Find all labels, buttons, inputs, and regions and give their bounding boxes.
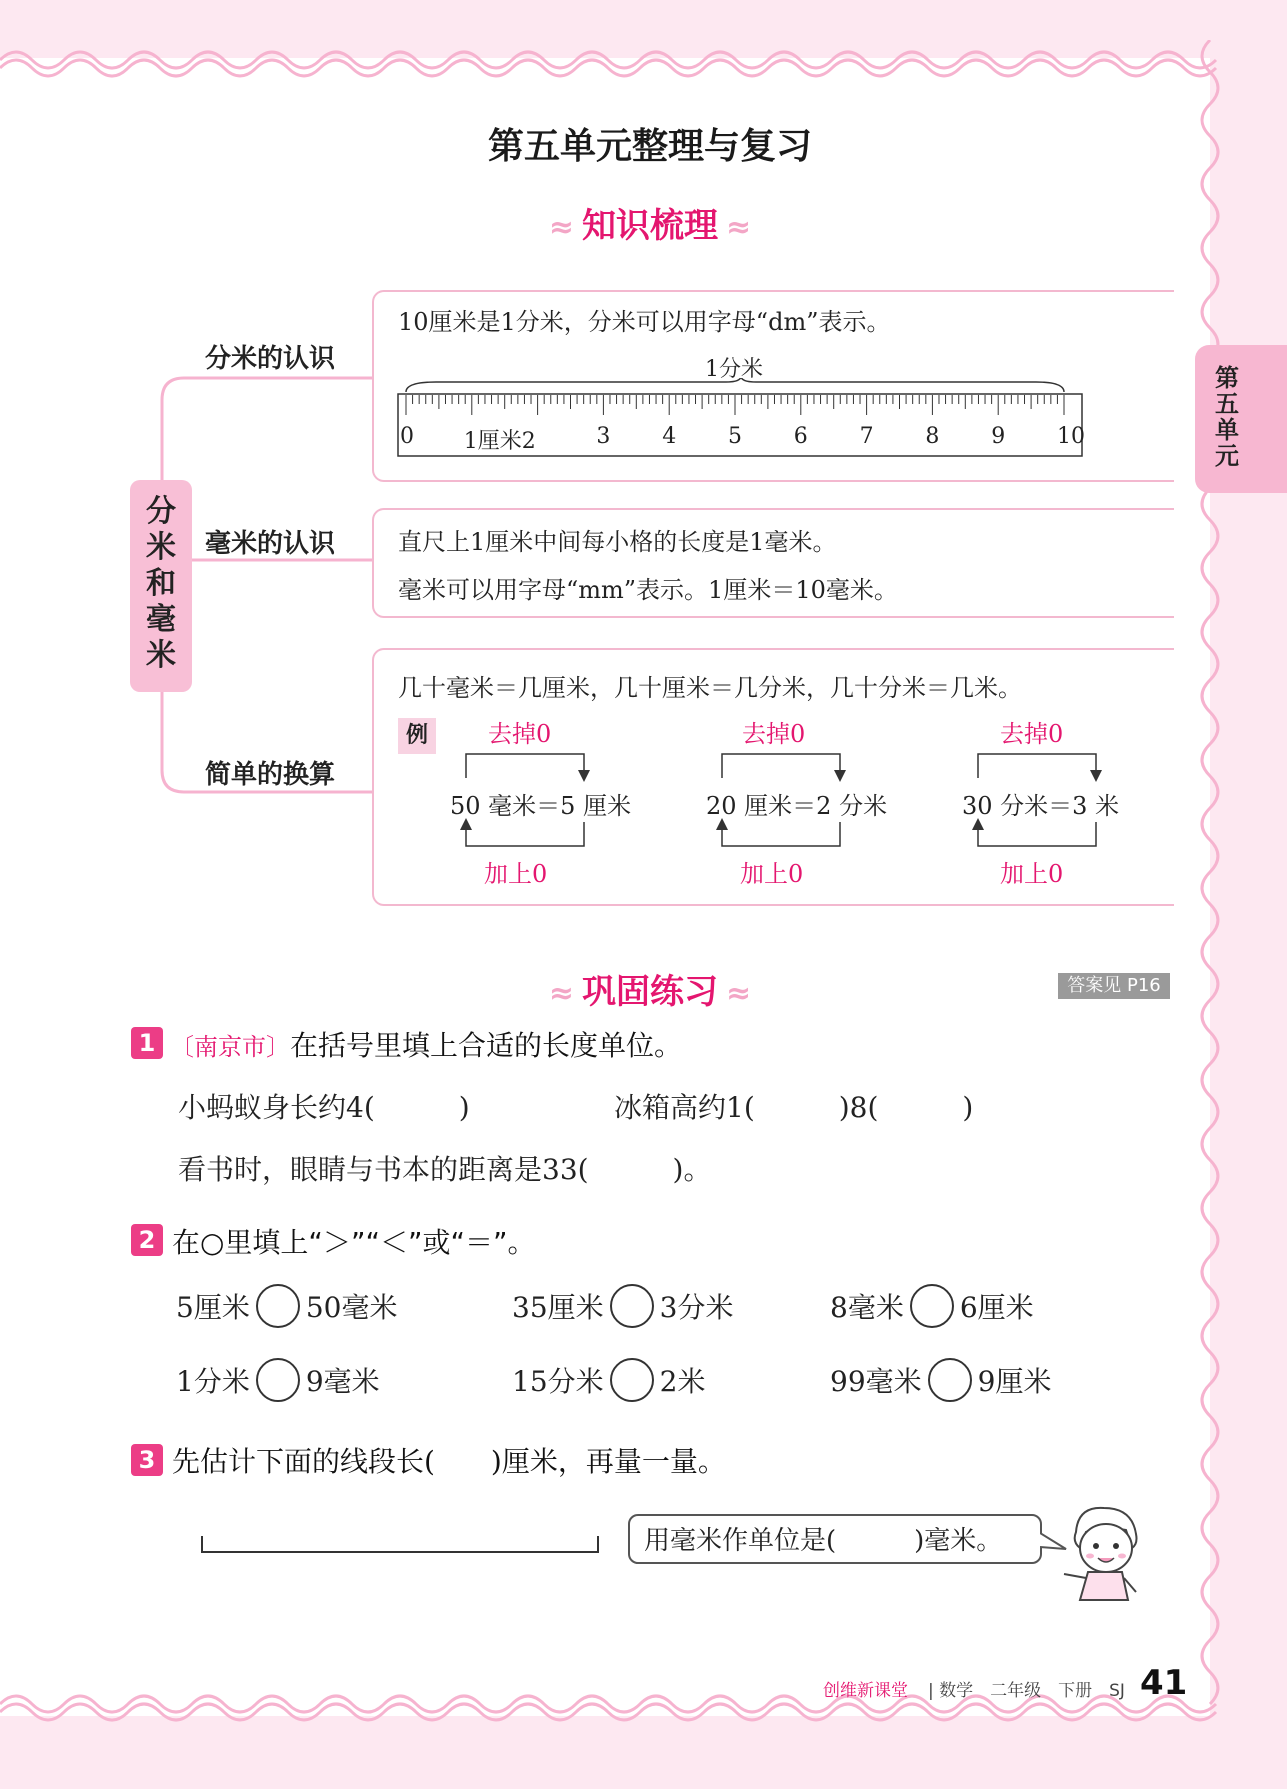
compare-right: 2米 <box>659 1365 706 1398</box>
branch-label-decimeter: 分米的认识 <box>205 344 336 374</box>
ruler-tick-label: 3 <box>596 424 611 449</box>
compare-circle-input[interactable] <box>610 1358 654 1402</box>
remove-zero-note-3: 去掉0 <box>1000 720 1064 748</box>
compare-left: 1分米 <box>176 1365 250 1398</box>
compare-item <box>830 1284 1034 1328</box>
wave-deco-icon: ≈ <box>726 210 752 245</box>
question-number-1: 1 <box>131 1027 163 1059</box>
compare-right: 9厘米 <box>977 1365 1052 1398</box>
compare-right: 50毫米 <box>305 1291 398 1324</box>
mindmap-root <box>130 480 192 692</box>
compare-circle-input[interactable] <box>910 1284 954 1328</box>
remove-zero-note-2: 去掉0 <box>742 720 806 748</box>
wavy-border-top <box>0 40 1287 80</box>
ruler-tick-label: 10 <box>1057 424 1085 449</box>
question-title-1 <box>170 1024 682 1064</box>
question-title-3: 先估计下面的线段长( )厘米，再量一量。 <box>172 1445 726 1478</box>
compare-left: 99毫米 <box>830 1365 922 1398</box>
line-segment-to-measure <box>196 1530 606 1560</box>
section-header-practice-label: 巩固练习 <box>582 972 718 1012</box>
compare-item <box>176 1284 397 1328</box>
ruler-tick-label: 4 <box>662 424 677 449</box>
compare-item <box>176 1358 380 1402</box>
add-zero-note-1: 加上0 <box>484 860 548 888</box>
ruler-tick-label: 0 <box>400 424 414 449</box>
ruler-tick-label: 8 <box>925 424 940 449</box>
compare-left: 8毫米 <box>830 1291 904 1324</box>
add-zero-note-2: 加上0 <box>740 860 804 888</box>
unit-side-tab-label: 第五单元 <box>1215 364 1239 470</box>
ruler-tick-label: 9 <box>991 424 1006 449</box>
ruler-tick-label: 6 <box>793 424 808 449</box>
compare-right: 6厘米 <box>959 1291 1034 1324</box>
compare-circle-input[interactable] <box>256 1284 300 1328</box>
cartoon-boy-icon <box>1056 1500 1146 1610</box>
compare-right: 3分米 <box>659 1291 734 1324</box>
section-header-knowledge <box>0 198 1287 247</box>
conversion-rule: 几十毫米＝几厘米，几十厘米＝几分米，几十分米＝几米。 <box>398 674 1022 702</box>
page-title: 第五单元整理与复习 <box>487 126 812 167</box>
compare-left: 5厘米 <box>176 1291 250 1324</box>
compare-item <box>830 1358 1051 1402</box>
question-number-2: 2 <box>131 1224 163 1256</box>
q1-line-ant: 小蚂蚁身长约4( ) <box>178 1091 470 1124</box>
wave-deco-icon: ≈ <box>548 210 574 245</box>
compare-circle-input[interactable] <box>928 1358 972 1402</box>
ruler-brace-label: 1分米 <box>705 357 763 382</box>
speech-bubble: 用毫米作单位是( )毫米。 <box>628 1514 1042 1564</box>
question-number-3: 3 <box>131 1444 163 1476</box>
example-conversion-1: 50 毫米＝5 厘米 <box>450 792 632 820</box>
add-zero-note-3: 加上0 <box>1000 860 1064 888</box>
section-header-knowledge-label: 知识梳理 <box>582 206 718 246</box>
q1-line-reading: 看书时，眼睛与书本的距离是33( )。 <box>178 1153 712 1186</box>
wave-deco-icon: ≈ <box>548 976 574 1011</box>
branch-label-conversion: 简单的换算 <box>205 760 336 790</box>
answer-reference-tag: 答案见 P16 <box>1058 973 1170 999</box>
millimeter-definition-1: 直尺上1厘米中间每小格的长度是1毫米。 <box>398 528 837 556</box>
footer-info: | 数学 二年级 下册 SJ <box>928 1681 1125 1701</box>
wave-deco-icon: ≈ <box>726 976 752 1011</box>
wavy-border-right <box>1188 40 1228 1730</box>
q1-line-fridge: 冰箱高约1( )8( ) <box>614 1091 974 1124</box>
compare-left: 35厘米 <box>512 1291 604 1324</box>
decimeter-definition: 10厘米是1分米，分米可以用字母“dm”表示。 <box>398 308 891 336</box>
page-number: 41 <box>1140 1663 1188 1703</box>
compare-left: 15分米 <box>512 1365 604 1398</box>
question-title-1-text: 在括号里填上合适的长度单位。 <box>290 1029 683 1062</box>
compare-item <box>512 1284 733 1328</box>
millimeter-definition-2: 毫米可以用字母“mm”表示。1厘米＝10毫米。 <box>398 576 898 604</box>
compare-right: 9毫米 <box>305 1365 380 1398</box>
remove-zero-note-1: 去掉0 <box>488 720 552 748</box>
ruler-tick-label: 1厘米2 <box>463 429 536 454</box>
example-conversion-2: 20 厘米＝2 分米 <box>706 792 888 820</box>
footer-brand: 创维新课堂 <box>823 1681 908 1701</box>
example-tag: 例 <box>398 718 436 754</box>
compare-circle-input[interactable] <box>256 1358 300 1402</box>
question-title-2: 在○里填上“＞”“＜”或“＝”。 <box>172 1226 536 1259</box>
compare-item <box>512 1358 705 1402</box>
example-conversion-3: 30 分米＝3 米 <box>962 792 1120 820</box>
question-source-tag: 〔南京市〕 <box>170 1033 290 1061</box>
branch-label-millimeter: 毫米的认识 <box>205 529 336 559</box>
compare-circle-input[interactable] <box>610 1284 654 1328</box>
ruler-tick-label: 5 <box>728 424 742 449</box>
ruler-tick-label: 7 <box>859 424 874 449</box>
mindmap-root-label: 分米和毫米 <box>146 494 176 673</box>
unit-side-tab <box>1195 345 1287 493</box>
